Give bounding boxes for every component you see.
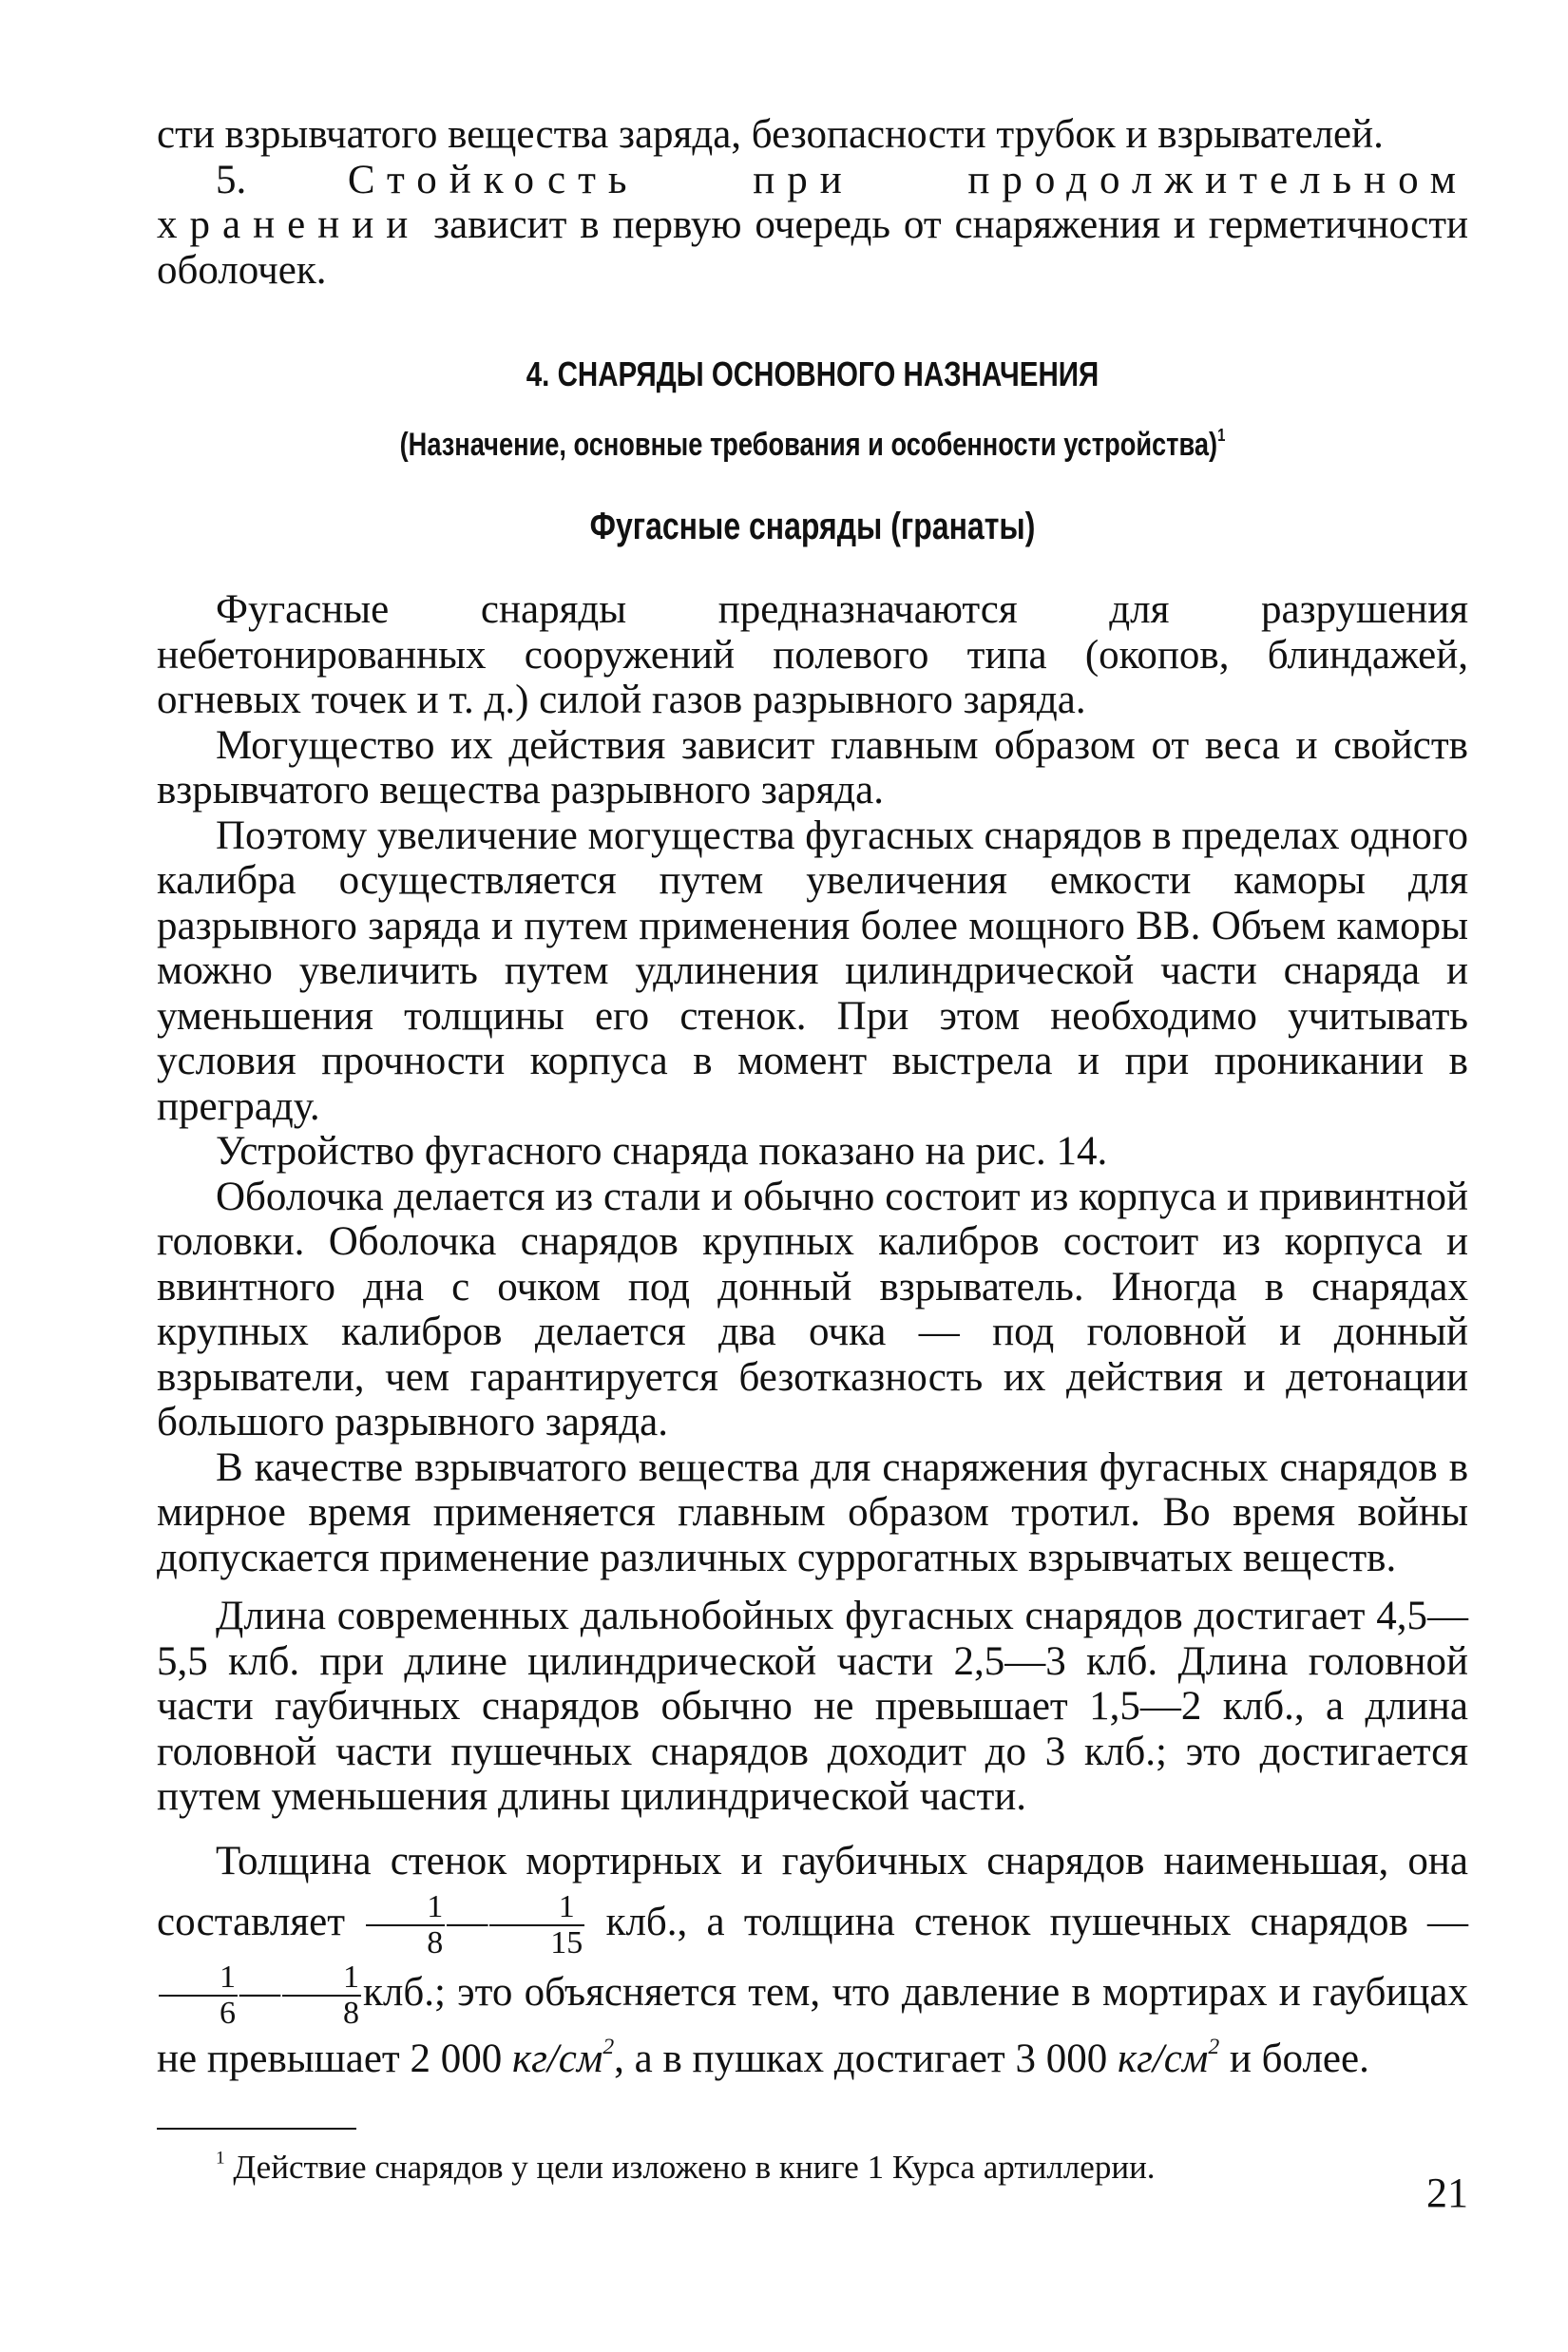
text-run: Толщина стенок мортирных и гаубичных снарядов наименьшая, она составляет bbox=[157, 1838, 1468, 1944]
unit: $кг/см^2$ bbox=[1117, 2034, 1220, 2081]
fraction: $\frac{1}{6}$ bbox=[159, 1960, 238, 2031]
text-run: и более. bbox=[1229, 2036, 1369, 2081]
section-heading: 4. СНАРЯДЫ ОСНОВНОГО НАЗНАЧЕНИЯ bbox=[526, 354, 1100, 393]
thickness-paragraph bbox=[157, 1833, 1468, 2088]
section-subheading-text: (Назначение, основные требования и особенности устройства) bbox=[399, 427, 1218, 463]
page-body bbox=[157, 112, 1468, 2189]
footnote-text: Действие снарядов у цели изложено в книге 1 Курса артиллерии. bbox=[233, 2148, 1156, 2186]
page-number: 21 bbox=[1426, 2170, 1468, 2216]
subsection-heading: Фугасные снаряды (гранаты) bbox=[589, 506, 1036, 547]
dash: — bbox=[239, 1969, 280, 2015]
item-5-title: Стойкость при продолжительном хранении bbox=[157, 157, 1468, 247]
footnote-mark: 1 bbox=[216, 2148, 225, 2169]
item-5 bbox=[157, 158, 1468, 294]
paragraph: Могущество их действия зависит главным образом от веса и свойств взрывчатого вещества разрывного заряда. bbox=[157, 722, 1468, 813]
fraction: $\frac{1}{15}$ bbox=[489, 1890, 584, 1960]
paragraph: Поэтому увеличение могущества фугасных снарядов в пределах одного калибра осуществляется путем увеличения емкости каморы для разрывного заряда и путем применения более мощного ВВ. Объем каморы можно увеличить путем удлинения цилиндрической части снаряда и уменьшения толщины его стенок. При этом необходимо учитывать условия прочности корпуса в момент выстрела и при проникании в преграду. bbox=[157, 813, 1468, 1129]
unit: $кг/см^2$ bbox=[511, 2034, 615, 2081]
paragraph: Устройство фугасного снаряда показано на рис. 14. bbox=[216, 1129, 1108, 1174]
fraction: $\frac{1}{8}$ bbox=[282, 1960, 361, 2031]
paragraph: Оболочка делается из стали и обычно состоит из корпуса и привинтной головки. Оболочка снарядов крупных калибров состоит из корпуса и ввинтного дна с очком под донный взрыватель. Иногда в снарядах крупных калибров делается два очка — под головной и донный взрыватели, чем гарантируется безотказность их действия и детонации большого разрывного заряда. bbox=[157, 1174, 1468, 1444]
paragraph: Длина современных дальнобойных фугасных снарядов достигает 4,5—5,5 клб. при длине цилиндрической части 2,5—3 клб. Длина головной части гаубичных снарядов обычно не превышает 1,5—2 клб., а длина головной части пушечных снарядов доходит до 3 клб.; это достигается путем уменьшения длины цилиндрической части. bbox=[157, 1594, 1468, 1819]
text-run: клб.; это объясняется тем, что давление в мортирах и гаубицах не превышает 2 000 bbox=[157, 1969, 1468, 2081]
text-run: клб., а толщина стенок пушечных снарядов — bbox=[605, 1899, 1469, 1944]
section-subheading bbox=[288, 424, 1337, 466]
paragraph: Фугасные снаряды предназначаются для разрушения небетонированных сооружений полевого типа (окопов, блиндажей, огневых точек и т. д.) силой газов разрывного заряда. bbox=[157, 587, 1468, 722]
footnote bbox=[216, 2147, 1468, 2189]
continued-paragraph: сти взрывчатого вещества заряда, безопасности трубок и взрывателей. bbox=[157, 112, 1384, 157]
dash: — bbox=[447, 1899, 488, 1944]
footnote-divider bbox=[157, 2128, 356, 2130]
item-5-number: 5. bbox=[216, 157, 247, 202]
paragraph: В качестве взрывчатого вещества для снаряжения фугасных снарядов в мирное время применяется главным образом тротил. Во время войны допускается применение различных суррогатных взрывчатых веществ. bbox=[157, 1444, 1468, 1580]
item-5-rest: зависит в первую очередь от снаряжения и герметичности оболочек. bbox=[157, 202, 1468, 293]
text-run: , а в пушках достигает 3 000 bbox=[614, 2036, 1108, 2081]
fraction: $\frac{1}{8}$ bbox=[366, 1890, 445, 1960]
footnote-ref[interactable]: 1 bbox=[1217, 425, 1226, 446]
